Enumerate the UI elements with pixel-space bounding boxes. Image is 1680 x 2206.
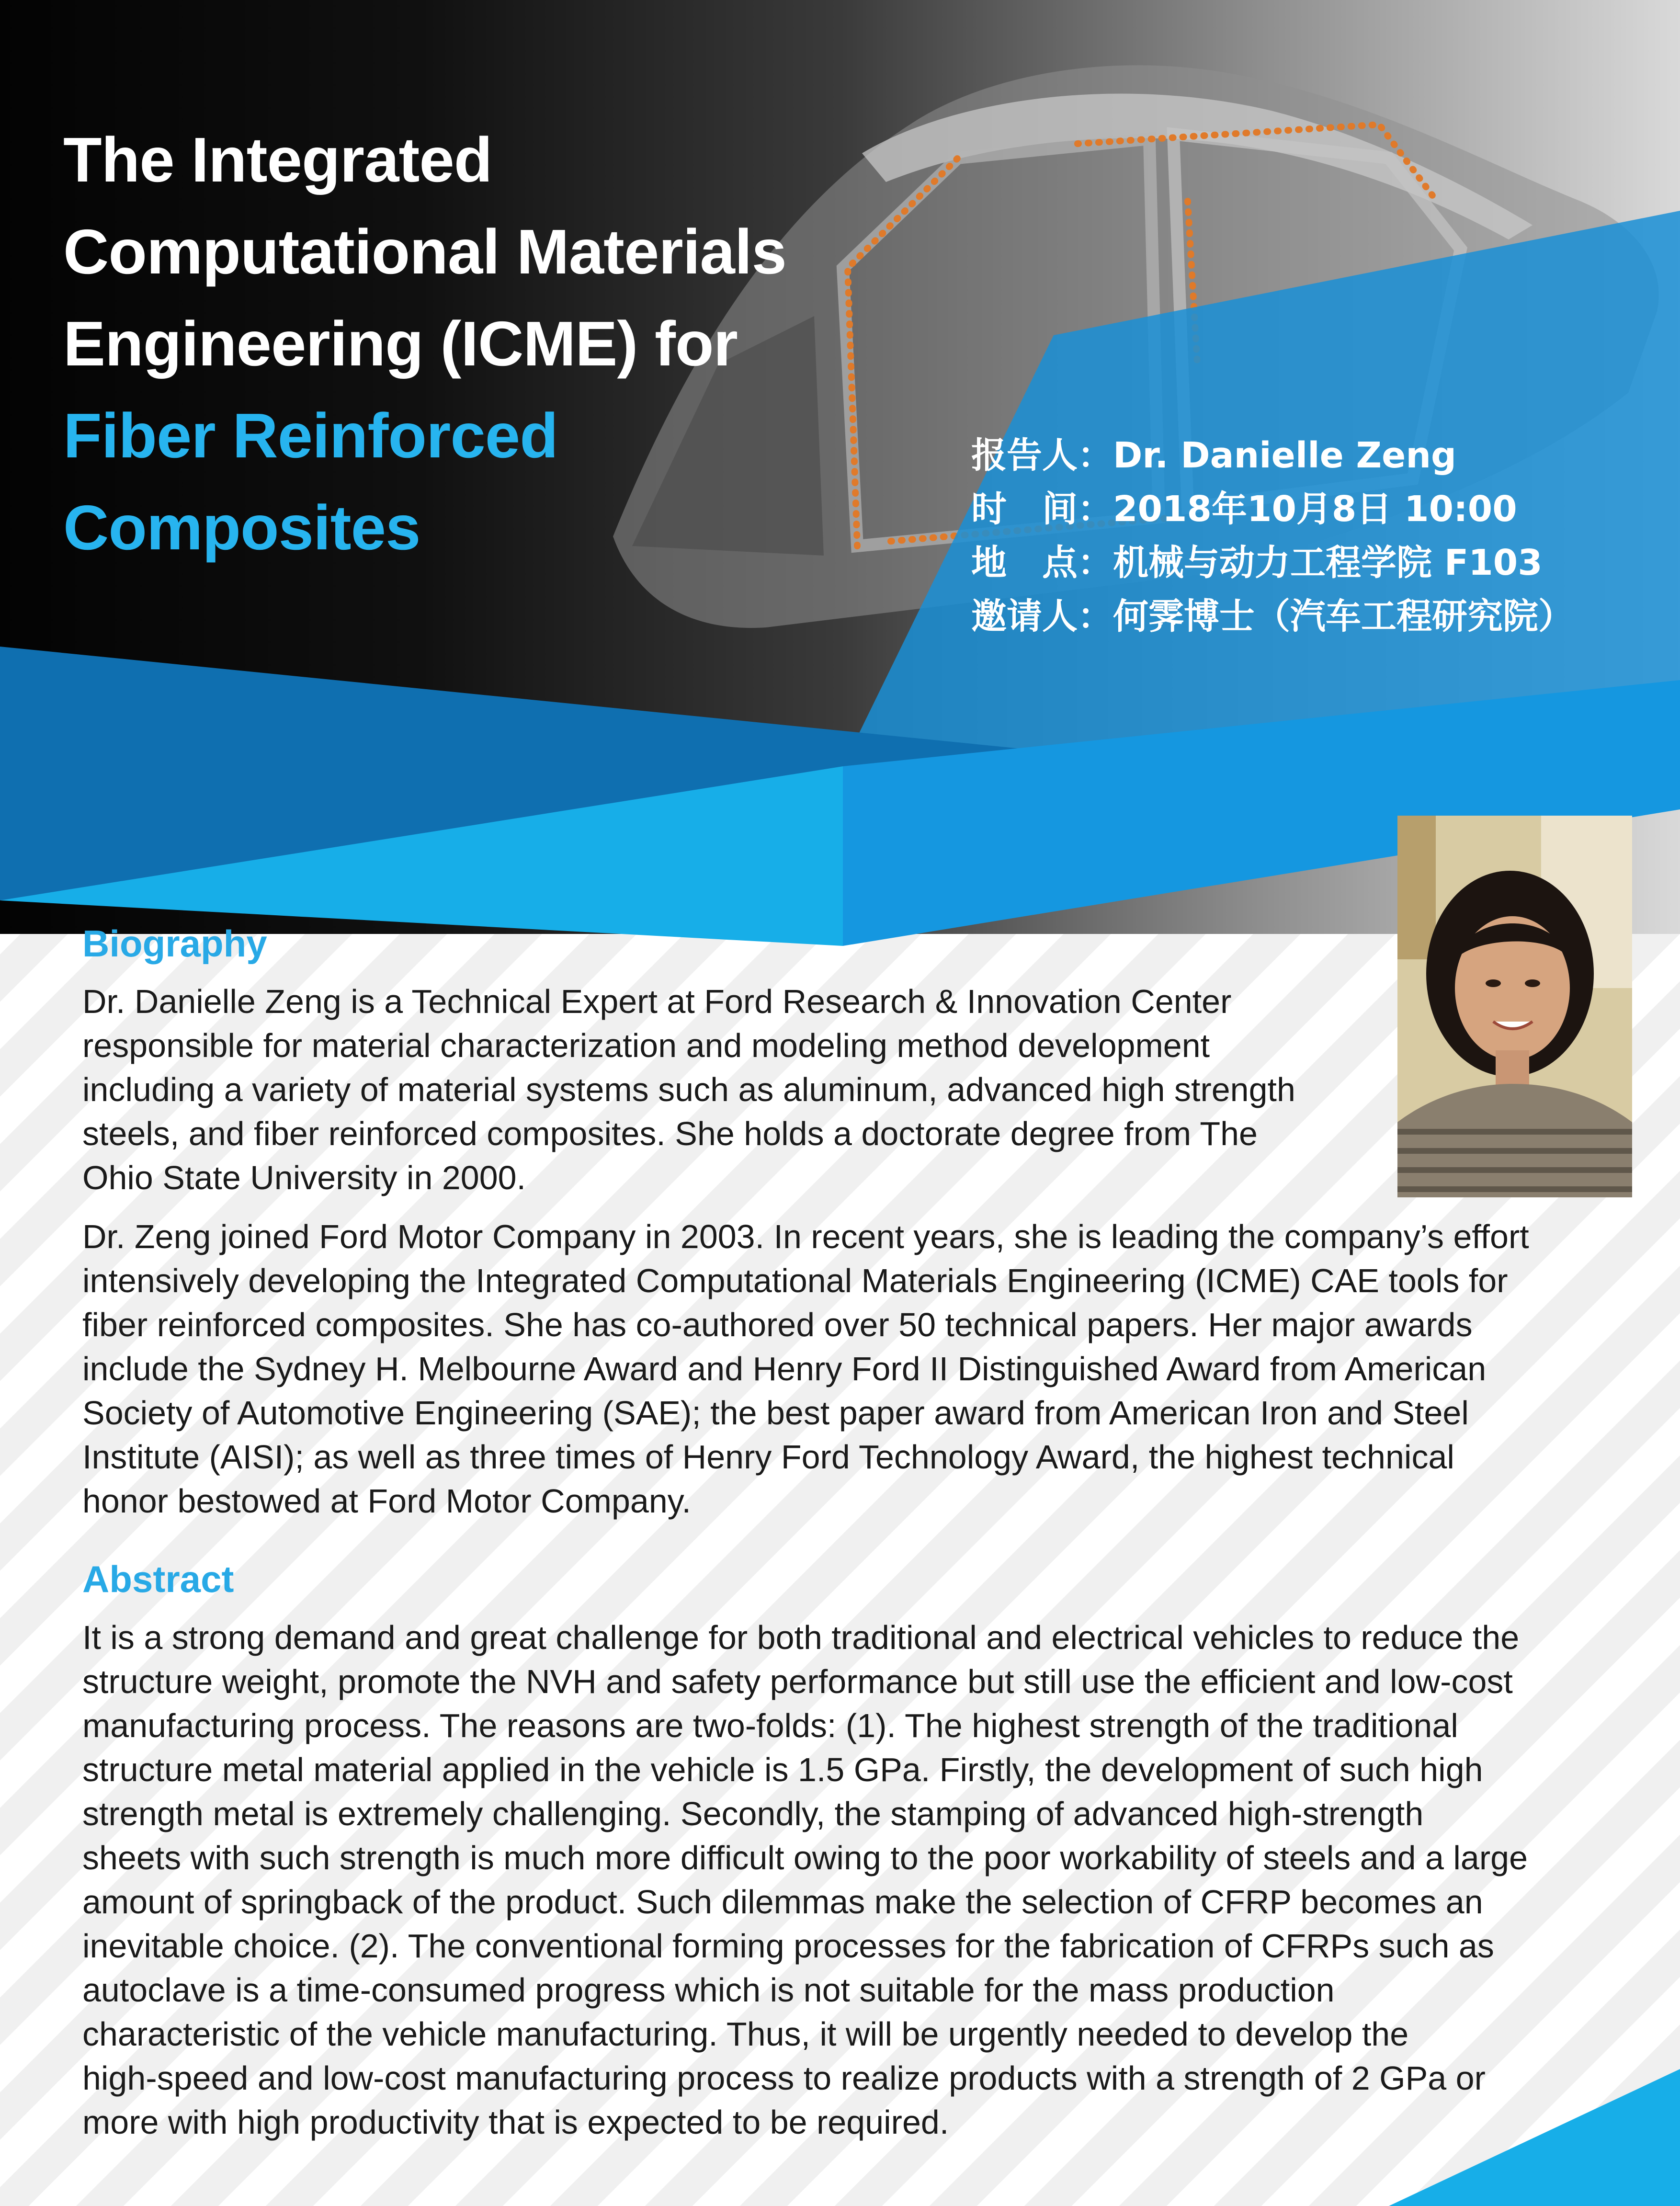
- speaker-line: 报告人：Dr. Danielle Zeng: [971, 435, 1457, 476]
- text-line: structure weight, promote the NVH and safety performance but still use the efficient and low-cost: [82, 1663, 1513, 1700]
- text-line: steels, and fiber reinforced composites. She holds a doctorate degree from The: [82, 1115, 1258, 1152]
- text-line: characteristic of the vehicle manufacturing. Thus, it will be urgently needed to develop the: [82, 2015, 1409, 2053]
- title-line: Computational Materials: [63, 216, 786, 287]
- text-line: Society of Automotive Engineering (SAE); the best paper award from American Iron and Steel: [82, 1394, 1469, 1432]
- text-line: high-speed and low-cost manufacturing process to realize products with a strength of 2 GPa or: [82, 2059, 1486, 2097]
- text-line: Dr. Zeng joined Ford Motor Company in 2003. In recent years, she is leading the company’s effort: [82, 1218, 1529, 1255]
- text-line: fiber reinforced composites. She has co-authored over 50 technical papers. Her major awards: [82, 1306, 1473, 1343]
- speaker-portrait: [1397, 816, 1632, 1197]
- text-line: sheets with such strength is much more difficult owing to the poor workability of steels and a large: [82, 1839, 1528, 1876]
- title-line: Engineering (ICME) for: [63, 308, 738, 379]
- event-info: [971, 429, 1670, 643]
- text-line: including a variety of material systems such as aluminum, advanced high strength: [82, 1071, 1295, 1108]
- title-line-highlight: Composites: [63, 492, 420, 563]
- text-line: manufacturing process. The reasons are two-folds: (1). The highest strength of the traditional: [82, 1707, 1458, 1744]
- text-line: Ohio State University in 2000.: [82, 1159, 526, 1196]
- biography-paragraph-2: [82, 1215, 1529, 1523]
- text-line: include the Sydney H. Melbourne Award and Henry Ford II Distinguished Award from American: [82, 1350, 1487, 1387]
- text-line: It is a strong demand and great challenge for both traditional and electrical vehicles to reduce the: [82, 1619, 1520, 1656]
- biography-heading: Biography: [82, 922, 267, 965]
- text-line: honor bestowed at Ford Motor Company.: [82, 1482, 692, 1520]
- biography-paragraph-1: [82, 979, 1295, 1200]
- text-line: Dr. Danielle Zeng is a Technical Expert at Ford Research & Innovation Center: [82, 983, 1232, 1020]
- text-line: strength metal is extremely challenging. Secondly, the stamping of advanced high-strength: [82, 1795, 1424, 1832]
- time-line: 时 间：2018年10月8日 10:00: [971, 489, 1517, 530]
- text-line: more with high productivity that is expected to be required.: [82, 2104, 949, 2141]
- text-line: structure metal material applied in the vehicle is 1.5 GPa. Firstly, the development of such high: [82, 1751, 1483, 1788]
- location-line: 地 点：机械与动力工程学院 F103: [971, 542, 1543, 583]
- title-line-highlight: Fiber Reinforced: [63, 400, 558, 471]
- abstract-paragraph: [82, 1615, 1528, 2144]
- portrait-illustration: [1397, 816, 1632, 1197]
- text-line: Institute (AISI); as well as three times of Henry Ford Technology Award, the highest technical: [82, 1438, 1454, 1476]
- talk-title: [63, 114, 916, 574]
- title-line: The Integrated: [63, 125, 492, 195]
- text-line: responsible for material characterization and modeling method development: [82, 1027, 1210, 1064]
- host-line: 邀请人：何霁博士（汽车工程研究院）: [971, 596, 1574, 637]
- text-line: autoclave is a time-consumed progress which is not suitable for the mass production: [82, 1971, 1335, 2009]
- abstract-heading: Abstract: [82, 1558, 234, 1600]
- text-line: intensively developing the Integrated Computational Materials Engineering (ICME) CAE tools for: [82, 1262, 1508, 1299]
- text-line: amount of springback of the product. Such dilemmas make the selection of CFRP becomes an: [82, 1883, 1483, 1921]
- text-line: inevitable choice. (2). The conventional forming processes for the fabrication of CFRPs such as: [82, 1927, 1494, 1965]
